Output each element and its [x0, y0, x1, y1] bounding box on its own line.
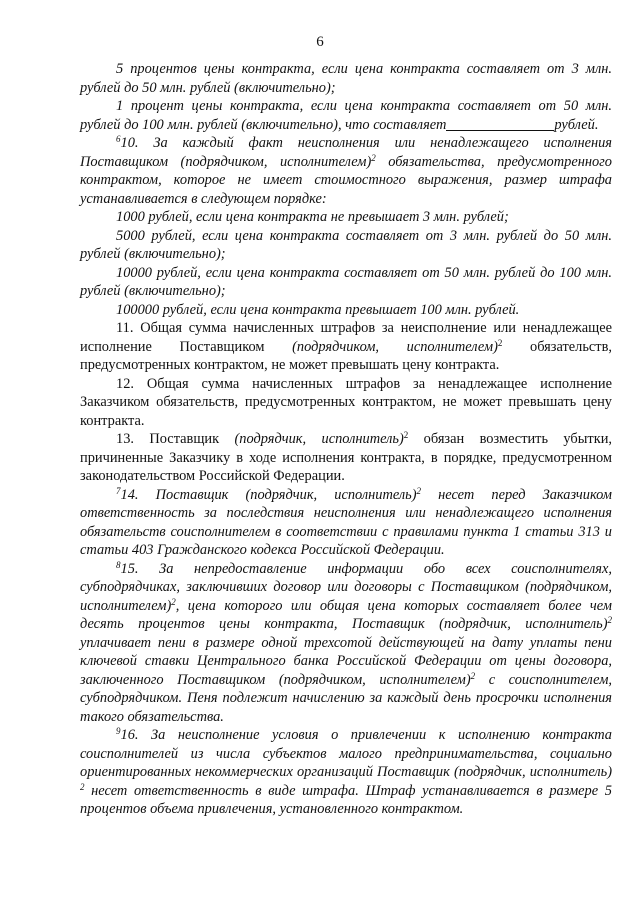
paragraph-11: 11. Общая сумма начисленных штрафов за неисполнение или ненадлежащее исполнение Поставщиком (подрядчиком, исполнителем)$^2$ обязательств, предусмотренных контрактом, не может превышать цену контракта.: [80, 320, 612, 373]
fine-5000: 5000 рублей, если цена контракта составляет от 3 млн. рублей до 50 млн. рублей (включительно);: [80, 227, 612, 262]
fine-1000: 1000 рублей, если цена контракта не превышает 3 млн. рублей;: [116, 209, 509, 225]
paragraph-10: $^6$10. За каждый факт неисполнения или ненадлежащего исполнения Поставщиком (подрядчиком, исполнителем)$^2$ обязательства, предусмотренного контрактом, которое не имеет стоимостного выражения, размер штрафа устанавливается в следующем порядке:: [80, 134, 612, 207]
page-number: 6: [316, 34, 324, 50]
paragraph-15: $^8$15. За непредоставление информации обо всех соисполнителях, субподрядчиках, заключивших договор или договоры с Поставщиком (подрядчиком, исполнителем)$^2$, цена которого или общая цена которых составляет более чем десять процентов цены контракта, Поставщик (подрядчик, исполнитель)$^2$ уплачивает пени в размере одной трехсотой действующей на дату уплаты пени ключевой ставки Центрального банка Российской Федерации от цены договора, заключенного Поставщиком (подрядчиком, исполнителем)$^2$ с соисполнителем, субподрядчиком. Пеня подлежит начислению за каждый день просрочки исполнения такого обязательства.: [80, 559, 612, 725]
paragraph-12: 12. Общая сумма начисленных штрафов за ненадлежащее исполнение Заказчиком обязательств, предусмотренных контрактом, не может превышать цену контракта.: [80, 375, 612, 429]
fine-10000: 10000 рублей, если цена контракта составляет от 50 млн. рублей до 100 млн. рублей (включительно);: [80, 264, 612, 299]
paragraph-fine-5pct: 5 процентов цены контракта, если цена контракта составляет от 3 млн. рублей до 50 млн. рублей (включительно);: [80, 61, 612, 96]
paragraph-14: $^7$14. Поставщик (подрядчик, исполнитель)$^2$ несет перед Заказчиком ответственность за последствия неисполнения или ненадлежащего исполнения обязательств соисполнителем в соответствии с правилами пункта 1 статьи 313 и статьи 403 Гражданского кодекса Российской Федерации.: [80, 485, 612, 558]
paragraph-16: $^9$16. За неисполнение условия о привлечении к исполнению контракта соисполнителей из числа субъектов малого предпринимательства, социально ориентированных некоммерческих организаций Поставщик (подрядчик, исполнитель) $^2$ несет ответственность в виде штрафа. Штраф устанавливается в размере 5 процентов объема привлечения, установленного контрактом.: [80, 726, 612, 817]
blank-line: [446, 118, 554, 131]
paragraph-fine-1pct: 1 процент цены контракта, если цена контракта составляет от 50 млн. рублей до 100 млн. рублей (включительно), что составляет рублей.: [80, 98, 612, 133]
fine-100000: 100000 рублей, если цена контракта превышает 100 млн. рублей.: [116, 301, 520, 318]
document-body: [80, 60, 612, 819]
paragraph-13: 13. Поставщик (подрядчик, исполнитель)$^2$ обязан возместить убытки, причиненные Заказчику в ходе исполнения контракта, в порядке, предусмотренном законодательством Российской Федерации.: [80, 430, 612, 484]
